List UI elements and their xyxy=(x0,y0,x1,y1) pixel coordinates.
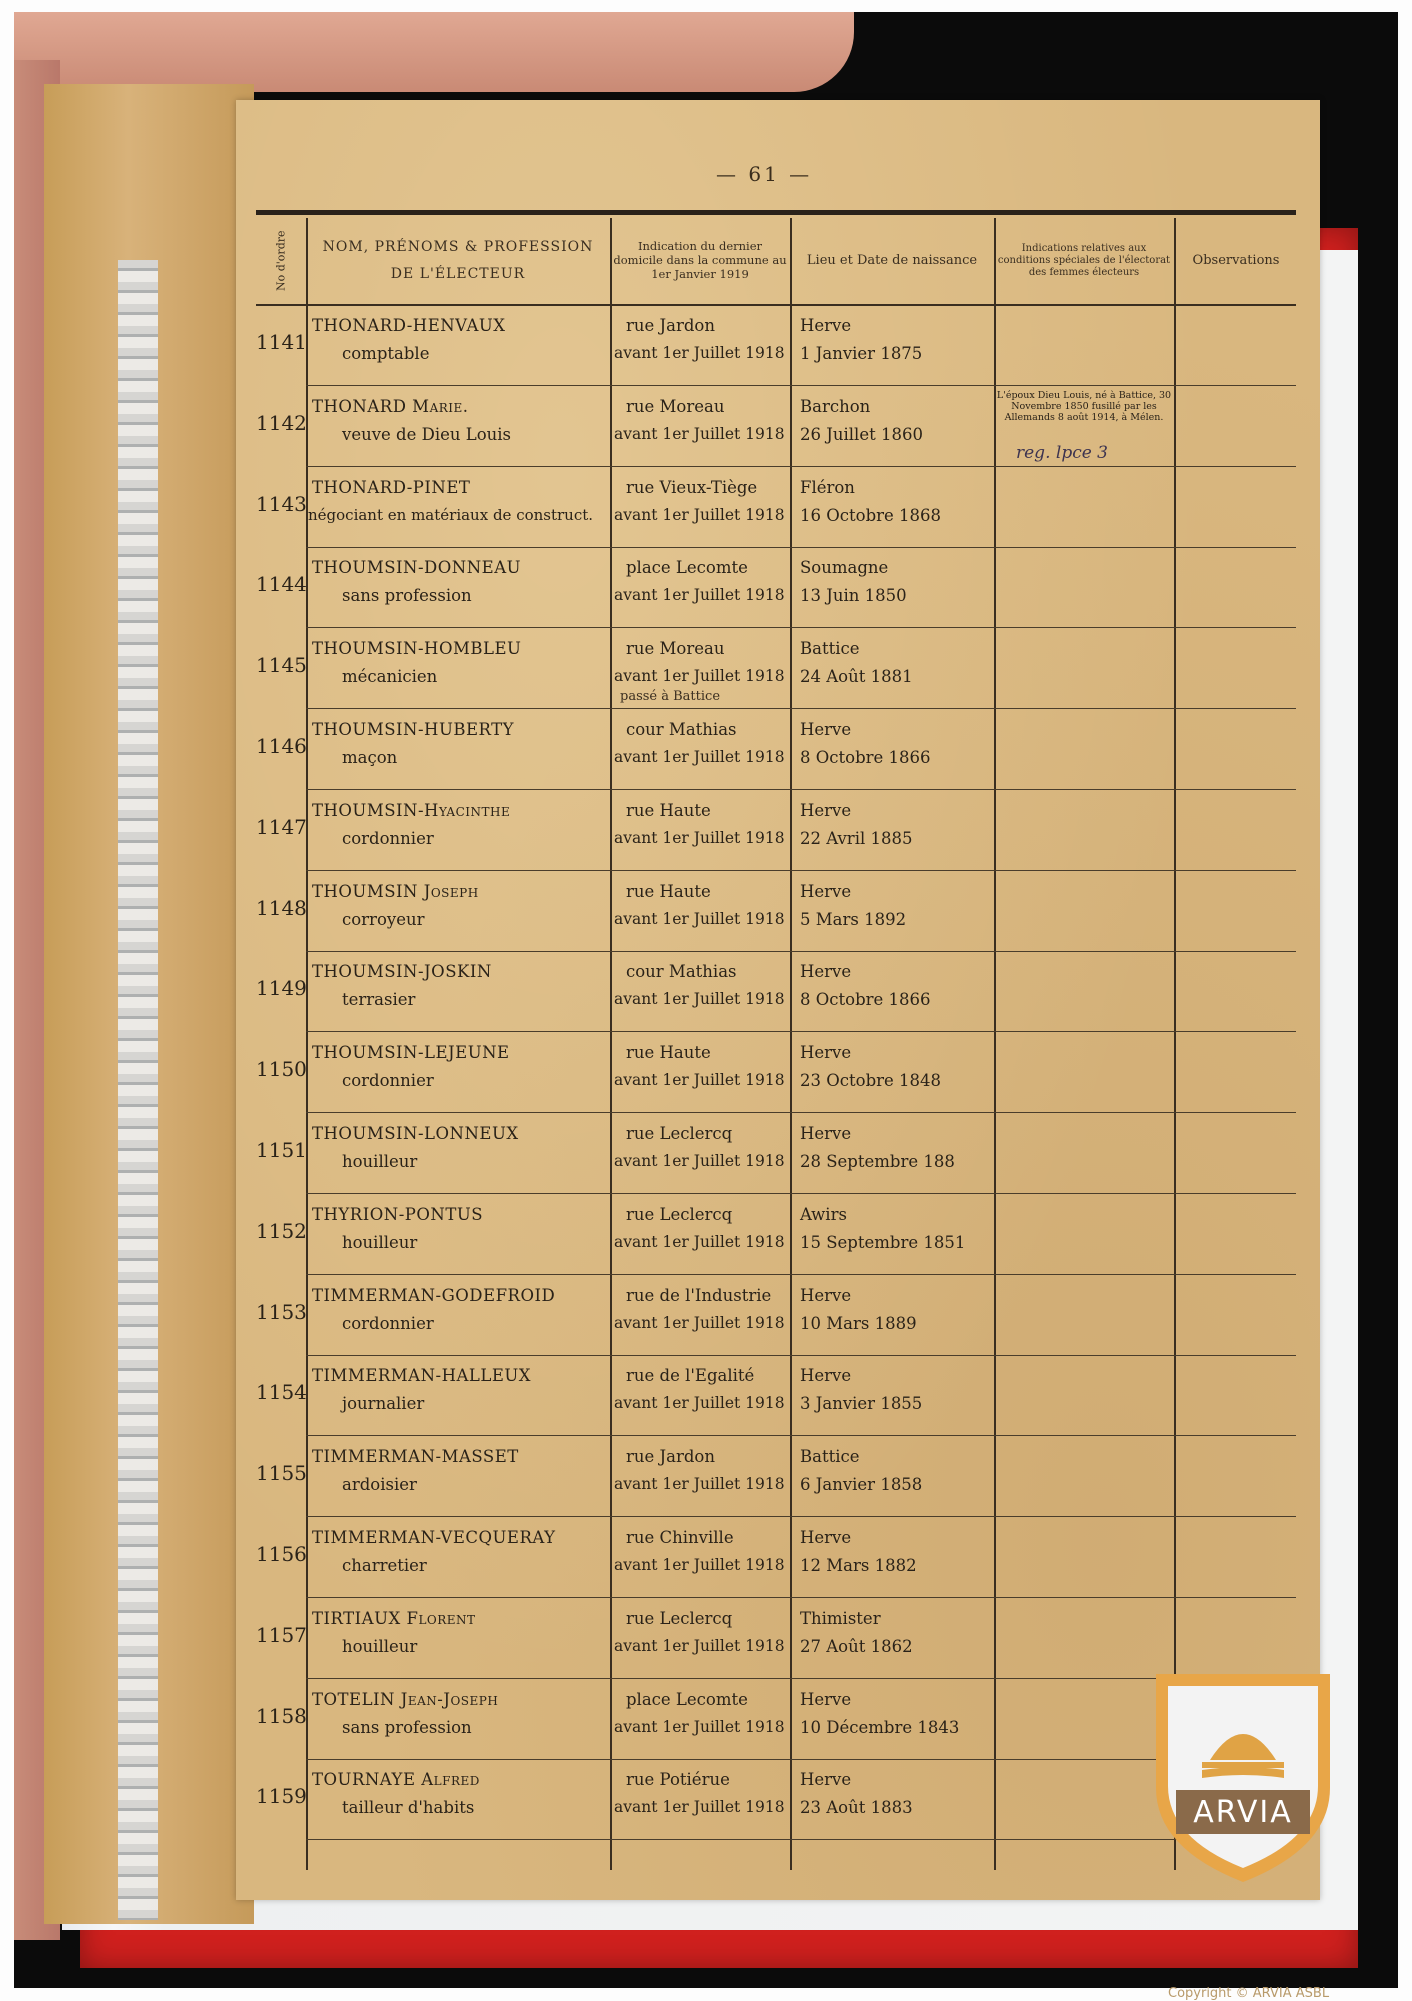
table-row xyxy=(256,1599,1296,1679)
table-row xyxy=(256,387,1296,467)
domicile-since: avant 1er Juillet 1918 xyxy=(614,990,785,1009)
birth-date: 23 Octobre 1848 xyxy=(800,1071,942,1091)
domicile-street: rue Haute xyxy=(626,1043,711,1063)
birth-place: Herve xyxy=(800,1528,852,1547)
birth-date: 13 Juin 1850 xyxy=(800,586,907,606)
domicile-since: avant 1er Juillet 1918 xyxy=(614,1636,785,1655)
domicile-since: avant 1er Juillet 1918 xyxy=(614,586,785,605)
birth-date: 27 Août 1862 xyxy=(800,1636,913,1656)
row-number: 1145 xyxy=(256,653,307,678)
elector-name: TIRTIAUX Florent xyxy=(312,1608,476,1628)
elector-name: TIMMERMAN-MASSET xyxy=(312,1447,519,1467)
domicile-since: avant 1er Juillet 1918 xyxy=(614,1071,785,1090)
domicile-since: avant 1er Juillet 1918 xyxy=(614,748,785,766)
table-row xyxy=(256,1437,1296,1517)
birth-place: Barchon xyxy=(800,396,871,416)
elector-name: TOTELIN Jean-Joseph xyxy=(312,1689,499,1709)
table-row xyxy=(256,1276,1296,1356)
row-number: 1154 xyxy=(256,1380,307,1405)
elector-profession: sans profession xyxy=(342,1717,472,1737)
elector-profession: houilleur xyxy=(342,1232,418,1252)
birth-place: Fléron xyxy=(800,477,855,497)
header-name xyxy=(308,218,608,304)
birth-date: 10 Décembre 1843 xyxy=(800,1717,960,1737)
domicile-street: rue Jardon xyxy=(626,316,715,335)
table-row xyxy=(256,468,1296,548)
elector-profession: mécanicien xyxy=(342,667,438,687)
elector-profession: maçon xyxy=(342,748,398,767)
elector-name: THONARD Marie. xyxy=(312,396,469,416)
table-row xyxy=(256,306,1296,386)
row-number: 1142 xyxy=(256,410,307,435)
birth-place: Battice xyxy=(800,639,860,659)
elector-profession: cordonnier xyxy=(342,828,434,848)
birth-date: 15 Septembre 1851 xyxy=(800,1232,966,1252)
elector-profession: veuve de Dieu Louis xyxy=(342,424,512,444)
elector-name: TIMMERMAN-GODEFROID xyxy=(312,1285,556,1305)
birth-place: Herve xyxy=(800,316,852,335)
birth-date: 26 Juillet 1860 xyxy=(800,424,923,444)
elector-name: THOUMSIN-Hyacinthe xyxy=(312,800,511,820)
domicile-since: avant 1er Juillet 1918 xyxy=(614,1556,785,1574)
table-row xyxy=(256,1760,1296,1840)
elector-name: THOUMSIN-HOMBLEU xyxy=(312,639,522,659)
birth-date: 1 Janvier 1875 xyxy=(800,344,923,363)
domicile-since: avant 1er Juillet 1918 xyxy=(614,828,785,847)
birth-place: Herve xyxy=(800,962,852,982)
elector-profession: corroyeur xyxy=(342,909,425,929)
table-row xyxy=(256,1680,1296,1760)
row-number: 1159 xyxy=(256,1784,307,1809)
table-row xyxy=(256,710,1296,790)
birth-date: 12 Mars 1882 xyxy=(800,1556,917,1575)
birth-place: Herve xyxy=(800,800,852,820)
elector-name: THOUMSIN-HUBERTY xyxy=(312,720,515,739)
domicile-since: avant 1er Juillet 1918 xyxy=(614,344,785,362)
domicile-street: rue Leclercq xyxy=(626,1204,733,1224)
elector-name: THOUMSIN-LONNEUX xyxy=(312,1124,519,1143)
header-special: Indications relatives aux conditions spéciales de l'électorat des femmes électeurs xyxy=(997,243,1171,278)
logo-text: ARVIA xyxy=(1193,1795,1293,1830)
domicile-street: rue Leclercq xyxy=(626,1124,733,1143)
hand-thumb xyxy=(14,12,854,92)
row-number: 1151 xyxy=(256,1138,307,1162)
domicile-street: rue Jardon xyxy=(626,1447,715,1467)
birth-date: 5 Mars 1892 xyxy=(800,909,907,929)
elector-profession: terrasier xyxy=(342,990,416,1010)
table-row xyxy=(256,1033,1296,1113)
elector-name: THYRION-PONTUS xyxy=(312,1204,484,1224)
header-name-line2: DE L'ÉLECTEUR xyxy=(390,266,526,282)
domicile-since: avant 1er Juillet 1918 xyxy=(614,1475,785,1494)
table-row xyxy=(256,1114,1296,1194)
domicile-street: rue Potiérue xyxy=(626,1770,730,1790)
header-domicile: Indication du dernier domicile dans la commune au 1er Janvier 1919 xyxy=(613,239,787,281)
elector-profession: cordonnier xyxy=(342,1071,434,1091)
elector-name: THOUMSIN-JOSKIN xyxy=(312,962,492,982)
row-number: 1149 xyxy=(256,976,307,1001)
header-ordre: No d'ordre xyxy=(274,230,288,292)
domicile-street: rue de l'Industrie xyxy=(626,1285,772,1305)
birth-place: Soumagne xyxy=(800,558,889,578)
domicile-since: avant 1er Juillet 1918 xyxy=(614,1394,785,1413)
handwritten-note: reg. lpce 3 xyxy=(1016,442,1108,463)
elector-profession: cordonnier xyxy=(342,1313,434,1333)
domicile-street: rue Moreau xyxy=(626,396,725,416)
birth-date: 3 Janvier 1855 xyxy=(800,1394,923,1414)
birth-date: 6 Janvier 1858 xyxy=(800,1475,923,1495)
table-row xyxy=(256,548,1296,628)
table-row xyxy=(256,1518,1296,1598)
birth-place: Herve xyxy=(800,1124,852,1143)
row-number: 1158 xyxy=(256,1703,307,1728)
domicile-street: rue Haute xyxy=(626,881,711,901)
table-row xyxy=(256,629,1296,709)
birth-place: Awirs xyxy=(800,1204,847,1224)
domicile-since: avant 1er Juillet 1918 xyxy=(614,1798,785,1817)
arvia-logo xyxy=(1150,1668,1336,1888)
row-number: 1144 xyxy=(256,572,307,597)
birth-place: Herve xyxy=(800,881,852,901)
domicile-street: place Lecomte xyxy=(626,558,748,578)
row-number: 1150 xyxy=(256,1057,307,1082)
domicile-since: avant 1er Juillet 1918 xyxy=(614,1232,785,1251)
table-row xyxy=(256,952,1296,1032)
elector-name: THOUMSIN Joseph xyxy=(312,881,479,901)
elector-name: THOUMSIN-LEJEUNE xyxy=(312,1043,510,1063)
elector-name: TOURNAYE Alfred xyxy=(312,1770,480,1790)
row-number: 1147 xyxy=(256,814,307,839)
elector-profession: houilleur xyxy=(342,1636,418,1656)
page-number: — 61 — xyxy=(716,162,813,186)
birth-date: 23 Août 1883 xyxy=(800,1798,913,1818)
elector-name: THONARD-HENVAUX xyxy=(312,316,506,335)
domicile-street: cour Mathias xyxy=(626,720,737,739)
birth-date: 8 Octobre 1866 xyxy=(800,990,931,1010)
elector-name: THOUMSIN-DONNEAU xyxy=(312,558,522,578)
table-row xyxy=(256,1195,1296,1275)
elector-profession: négociant en matériaux de construct. xyxy=(308,505,594,524)
domicile-street: rue Vieux-Tiège xyxy=(626,477,758,497)
domicile-since: avant 1er Juillet 1918 xyxy=(614,667,785,686)
domicile-since: avant 1er Juillet 1918 xyxy=(614,1717,785,1736)
birth-date: 22 Avril 1885 xyxy=(800,828,913,848)
row-number: 1153 xyxy=(256,1299,307,1324)
birth-place: Herve xyxy=(800,720,852,739)
row-number: 1146 xyxy=(256,734,307,758)
birth-date: 16 Octobre 1868 xyxy=(800,505,942,525)
elector-name: THONARD-PINET xyxy=(312,477,471,497)
table-row xyxy=(256,872,1296,952)
elector-profession: charretier xyxy=(342,1556,427,1575)
birth-place: Herve xyxy=(800,1689,852,1709)
domicile-since: avant 1er Juillet 1918 xyxy=(614,1152,785,1170)
row-number: 1141 xyxy=(256,330,307,354)
row-rule xyxy=(306,1839,1296,1840)
birth-place: Battice xyxy=(800,1447,860,1467)
domicile-street: rue de l'Egalité xyxy=(626,1366,755,1386)
table-row xyxy=(256,791,1296,871)
elector-name: TIMMERMAN-VECQUERAY xyxy=(312,1528,556,1547)
header-name-line1: NOM, PRÉNOMS & PROFESSION xyxy=(322,239,594,256)
birth-place: Thimister xyxy=(800,1608,881,1628)
row-number: 1148 xyxy=(256,895,307,920)
birth-date: 8 Octobre 1866 xyxy=(800,748,931,767)
domicile-street: rue Chinville xyxy=(626,1528,734,1547)
domicile-street: rue Haute xyxy=(626,800,711,820)
domicile-street: rue Moreau xyxy=(626,639,725,659)
birth-place: Herve xyxy=(800,1043,852,1063)
domicile-street: place Lecomte xyxy=(626,1689,748,1709)
electoral-register-table xyxy=(256,210,1296,1870)
domicile-since: avant 1er Juillet 1918 xyxy=(614,1313,785,1332)
domicile-since: avant 1er Juillet 1918 xyxy=(614,909,785,928)
top-rule xyxy=(256,210,1296,215)
copyright-notice: Copyright © ARVIA ASBL xyxy=(1168,1986,1330,2001)
elector-profession: journalier xyxy=(342,1394,425,1414)
domicile-street: cour Mathias xyxy=(626,962,737,982)
header-observations: Observations xyxy=(1192,253,1280,269)
birth-place: Herve xyxy=(800,1285,852,1305)
row-number: 1156 xyxy=(256,1542,307,1566)
special-condition-note: L'époux Dieu Louis, né à Battice, 30 Novembre 1850 fusillé par les Allemands 8 août 1914, à Mélen. xyxy=(996,389,1172,423)
elector-profession: tailleur d'habits xyxy=(342,1798,475,1818)
elector-profession: houilleur xyxy=(342,1152,418,1171)
birth-date: 10 Mars 1889 xyxy=(800,1313,917,1333)
elector-profession: sans profession xyxy=(342,586,472,606)
header-birth: Lieu et Date de naissance xyxy=(806,253,978,269)
domicile-street: rue Leclercq xyxy=(626,1608,733,1628)
elector-profession: comptable xyxy=(342,344,430,363)
sleeve-perforation xyxy=(118,260,158,1920)
elector-profession: ardoisier xyxy=(342,1475,417,1495)
birth-place: Herve xyxy=(800,1366,852,1386)
birth-date: 24 Août 1881 xyxy=(800,667,913,687)
row-number: 1157 xyxy=(256,1622,307,1647)
domicile-note: passé à Battice xyxy=(620,689,721,705)
birth-place: Herve xyxy=(800,1770,852,1790)
domicile-since: avant 1er Juillet 1918 xyxy=(614,424,785,443)
elector-name: TIMMERMAN-HALLEUX xyxy=(312,1366,532,1386)
birth-date: 28 Septembre 188 xyxy=(800,1152,955,1171)
domicile-since: avant 1er Juillet 1918 xyxy=(614,505,785,524)
row-number: 1155 xyxy=(256,1461,307,1486)
row-number: 1152 xyxy=(256,1218,307,1243)
register-page xyxy=(236,100,1320,1900)
row-number: 1143 xyxy=(256,491,307,516)
table-row xyxy=(256,1356,1296,1436)
